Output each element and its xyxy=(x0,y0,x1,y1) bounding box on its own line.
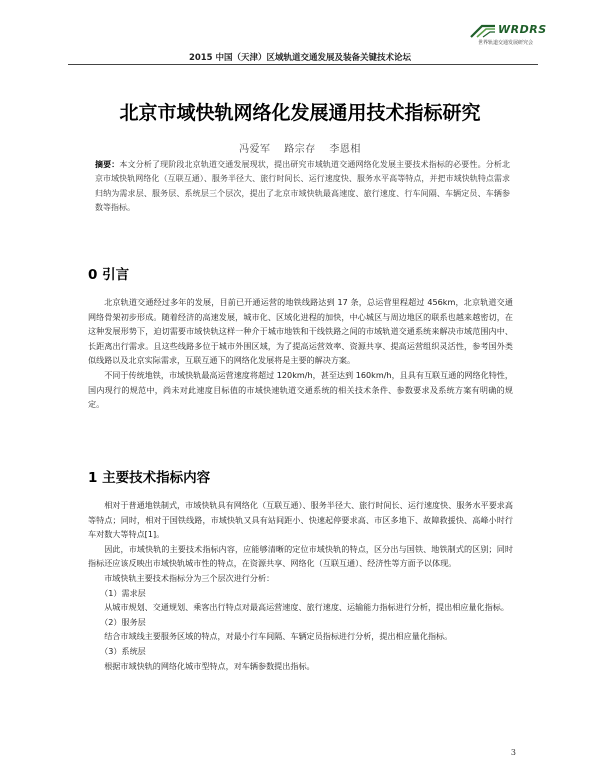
paragraph: 相对于普通地铁制式，市域快轨具有网络化（互联互通）、服务半径大、旅行时间长、运行速度快、服务水平要求高等特点；同时，相对于国铁线路，市域快轨又具有站间距小、快速起停要求高、市区多地下、故障救援快、高峰小时行车对数大等特点[1]。 xyxy=(88,500,513,540)
abstract xyxy=(95,157,510,215)
logo-wordmark: WRDRS xyxy=(498,23,547,36)
list-item-heading: （1）需求层 xyxy=(100,587,146,598)
section-heading-introduction: 0 引言 xyxy=(88,267,130,283)
paragraph: 不同于传统地铁，市域快轨最高运营速度将超过 120km/h，甚至达到 160km/h，且具有互联互通的网络化特性，国内现行的规范中，尚未对此速度目标值的市域快速轨道交通系统的相关技术条件、参数要求及系统方案有明确的规定。 xyxy=(88,369,513,410)
abstract-text: 本文分析了现阶段北京轨道交通发展现状，提出研究市域轨道交通网络化发展主要技术指标的必要性。分析北京市域快轨网络化（互联互通）、服务半径大、旅行时间长、运行速度快、服务水平高等特点，并把市域快轨特点需求归纳为需求层、服务层、系统层三个层次，提出了北京市域快轨最高速度、旅行速度、行车间隔、车辆定员、车辆参数等指标。 xyxy=(95,160,510,212)
section-body-introduction xyxy=(88,295,513,412)
publisher-logo xyxy=(470,22,560,50)
header-divider xyxy=(68,64,538,65)
paragraph: 市域快轨主要技术指标分为三个层次进行分析： xyxy=(104,572,275,583)
page-number: 3 xyxy=(510,748,516,757)
paper-authors: 冯爱军 路宗存 李恩相 xyxy=(239,144,361,155)
paragraph: 从城市规划、交通规划、乘客出行特点对最高运营速度、旅行速度、运输能力指标进行分析，提出相应量化指标。 xyxy=(104,602,509,613)
running-header: 2015 中国（天津）区域轨道交通发展及装备关键技术论坛 xyxy=(188,53,412,63)
paragraph: 北京轨道交通经过多年的发展，目前已开通运营的地铁线路达到 17 条，总运营里程超过 456km，北京轨道交通网络骨架初步形成。随着经济的高速发展，城市化、区域化进程的加快，中心城区与周边地区的联系也越来越密切，在这种发展形势下，迫切需要市域快轨这样一种介于城市地铁和干线铁路之间的市域轨道交通系统来解决市域范围内中、长距离出行需求。且这些线路多位于城市外围区域，为了提高运营效率、资源共享、提高运营组织灵活性，参考国外类似线路以及北京实际需求，互联互通下的网络化发展将是主要的解决方案。 xyxy=(88,297,513,366)
paragraph: 结合市域线主要服务区域的特点，对最小行车间隔、车辆定员指标进行分析，提出相应量化指标。 xyxy=(104,631,453,642)
section-heading-main-indicators: 1 主要技术指标内容 xyxy=(88,470,211,486)
paper-title: 北京市域快轨网络化发展通用技术指标研究 xyxy=(119,102,481,124)
paragraph: 根据市域快轨的网络化城市型特点，对车辆参数提出指标。 xyxy=(104,660,315,671)
section-body-main-indicators xyxy=(88,498,513,673)
abstract-label: 摘要： xyxy=(95,159,120,169)
logo-subtitle: 世界轨道交通发展研究会 xyxy=(478,40,534,46)
rail-track-logo-icon xyxy=(470,24,496,38)
list-item-heading: （2）服务层 xyxy=(100,616,146,627)
list-item-heading: （3）系统层 xyxy=(100,645,146,656)
paragraph: 因此，市域快轨的主要技术指标内容，应能够清晰的定位市域快轨的特点，区分出与国铁、地铁制式的区别；同时指标还应该反映出市域快轨城市性的特点，在资源共享、网络化（互联互通）、经济性等方面予以体现。 xyxy=(88,543,513,569)
